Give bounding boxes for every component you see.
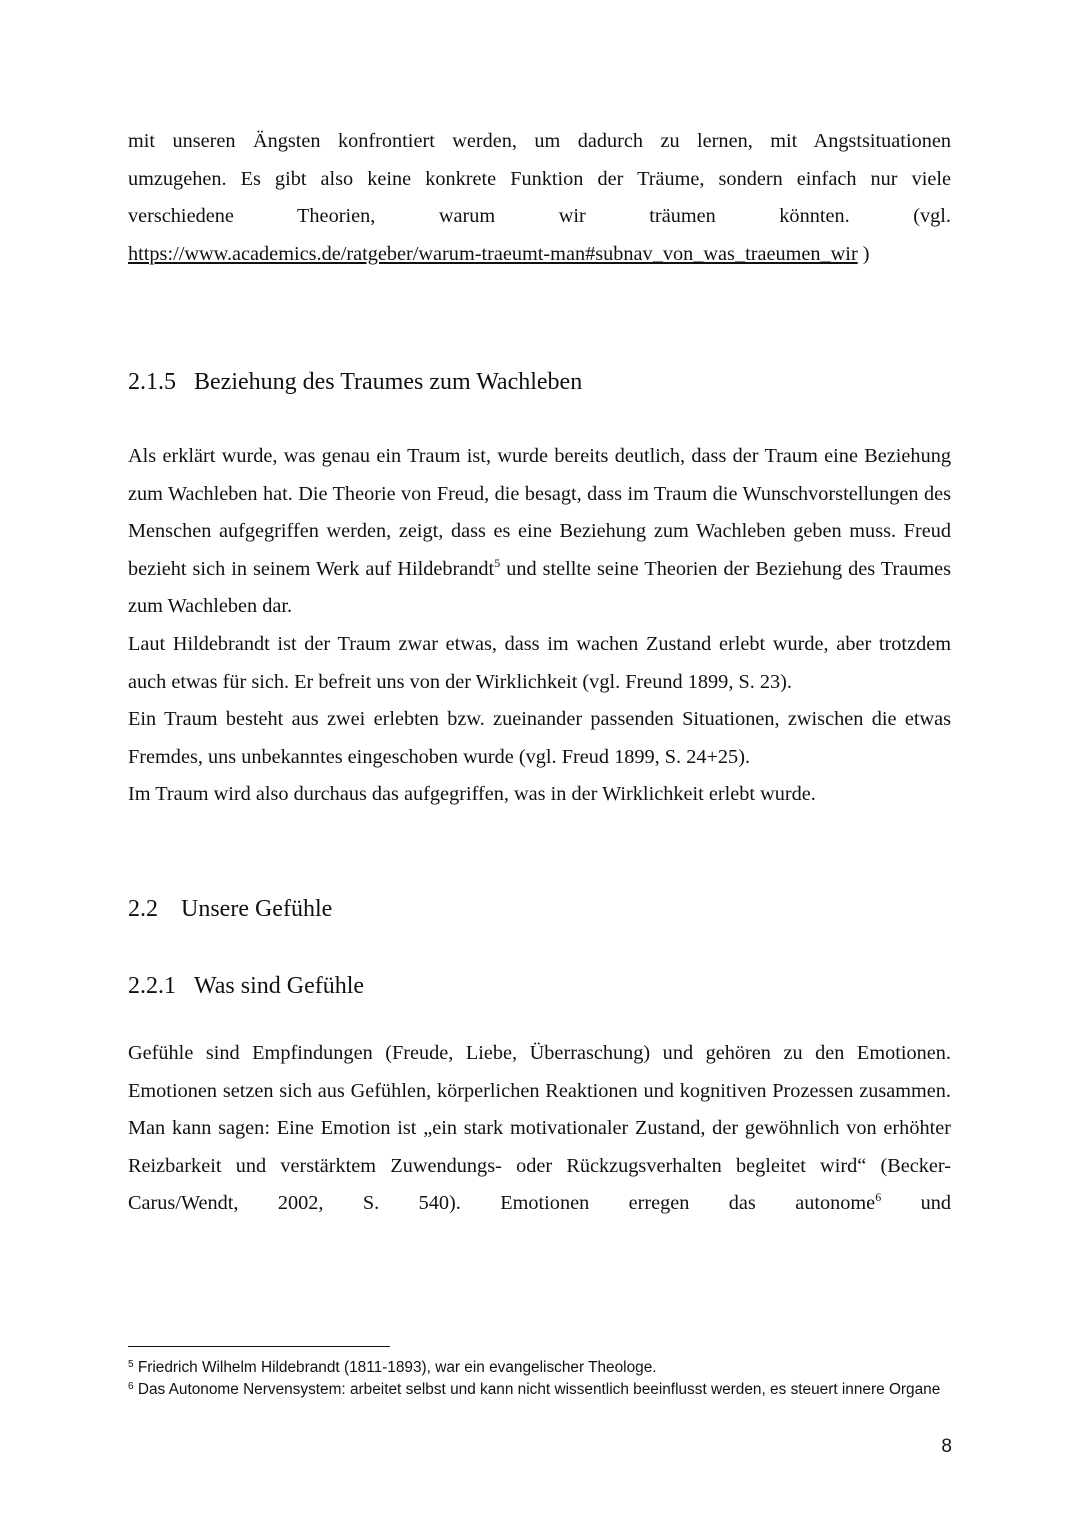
section-heading-2-1-5 [128,369,582,396]
footnote-separator [128,1346,390,1347]
paragraph: Ein Traum besteht aus zwei erlebten bzw. zueinander passenden Situationen, zwischen die etwas Fremdes, uns unbekanntes eingeschoben wurde (vgl. Freud 1899, S. 24+25). [128,708,951,768]
paragraph [128,1035,951,1223]
section-title: Unsere Gefühle [181,896,333,922]
paragraph: Laut Hildebrandt ist der Traum zwar etwas, dass im wachen Zustand erlebt wurde, aber trotzdem auch etwas für sich. Er befreit uns von der Wirklichkeit (vgl. Freund 1899, S. 23). [128,632,951,693]
section-2-1-5-body [128,438,951,814]
section-heading-2-2 [128,896,332,923]
section-heading-2-2-1 [128,973,364,1000]
footnote-mark: 6 [128,1381,134,1393]
paragraph: Im Traum wird also durchaus das aufgegriffen, was in der Wirklichkeit erlebt wurde. [128,783,816,806]
footnote-mark: 5 [128,1359,134,1370]
section-2-2-1-body [128,1035,951,1223]
paragraph-text: und [881,1192,951,1215]
footnotes [128,1357,958,1401]
section-number: 2.2 [128,896,158,922]
section-title: Was sind Gefühle [194,973,365,999]
section-number: 2.1.5 [128,369,176,395]
footnote-text: Das Autonome Nervensystem: arbeitet selbst und kann nicht wissentlich beeinflusst werden, es steuert innere Organe [133,1381,941,1399]
paragraph-text: Gefühle sind Empfindungen (Freude, Liebe, Überraschung) und gehören zu den Emotionen. Emotionen setzen sich aus Gefühlen, körperlichen Reaktionen und kognitiven Prozessen zusammen. Man kann sagen: Eine Emotion ist „ein stark motivationaler Zustand, der gewöhnlich von erhöhter Reizbarkeit und verstärktem Zuwendungs- oder Rückzugsverhalten begleitet wird“ (Becker-Carus/Wendt, 2002, S. 540). Emotionen erregen das autonome [128,1042,951,1215]
section-number: 2.2.1 [128,973,176,999]
intro-line-2: umzugehen. Es gibt also keine konkrete Funktion der Träume, sondern einfach nur viele [128,167,951,190]
footnote-ref-6[interactable]: 6 [875,1190,882,1205]
intro-line-1: mit unseren Ängsten konfrontiert werden, um dadurch zu lernen, mit Angstsituationen [128,130,951,152]
intro-line-3: verschiedene Theorien, warum wir träumen könnten. (vgl. [128,205,951,228]
footnote-text: Friedrich Wilhelm Hildebrandt (1811-1893), war ein evangelischer Theologe. [133,1359,657,1376]
source-link[interactable]: https://www.academics.de/ratgeber/warum-traeumt-man#subnav_von_was_traeumen_wir [128,242,858,265]
footnote-6 [128,1379,958,1401]
page-number: 8 [941,1436,952,1457]
intro-paragraph [128,123,951,273]
section-title: Beziehung des Traumes zum Wachleben [194,369,583,395]
paragraph-text: Als erklärt wurde, was genau ein Traum ist, wurde bereits deutlich, dass der Traum eine Beziehung zum Wachleben hat. Die Theorie von Freud, die besagt, dass im Traum die Wunschvorstellungen des Menschen aufgegriffen werden, zeigt, dass es eine Beziehung zum Wachleben geben muss. Freud bezieht sich in seinem Werk auf Hildebrandt [128,445,951,580]
footnote-ref-5[interactable]: 5 [494,555,501,570]
intro-line-4 [128,236,951,274]
source-link-close: ) [857,242,870,265]
paragraph-text: und stellte seine Theorien der Beziehung des Traumes zum Wachleben dar. [128,557,952,618]
footnote-5 [128,1357,958,1379]
paragraph [128,438,951,626]
